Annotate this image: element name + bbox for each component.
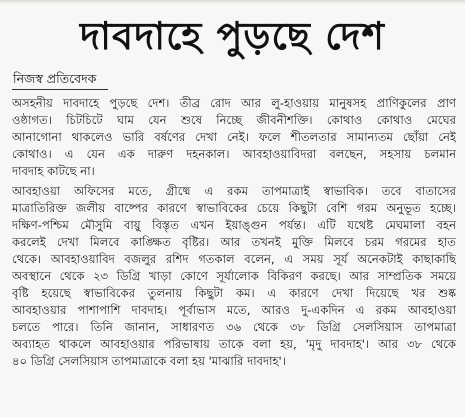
article-headline: দাবদাহে পুড়ছে দেশ xyxy=(80,13,385,58)
text-line: কোথাও। এ যেন এক দারুণ দহনকাল। আবহাওয়াবিদরা বলছেন, সহসায় চলমান xyxy=(12,147,456,161)
text-line: আবহাওয়ার পাশাপাশি দাবদাহ। পূর্বাভাস মতে, আরও দু-একদিন এ রকম আবহাওয়া xyxy=(12,303,456,317)
article-paragraph-2 xyxy=(12,183,456,370)
clipping-top-edge xyxy=(0,0,465,4)
text-line: করলেই দেখা মিলবে কাঙ্ক্ষিত বৃষ্টির। আর তখনই মুক্তি মিলবে চরম গরমের হাত xyxy=(12,235,456,249)
text-line: মাত্রাতিরিক্ত জলীয় বাষ্পের কারণে স্বাভাবিকের চেয়ে কিছুটা বেশি গরম অনুভূত হচ্ছে। xyxy=(12,201,456,215)
text-line: অসহনীয় দাবদাহে পুড়ছে দেশ। তীব্র রোদ আর লু-হাওয়ায় মানুষসহ প্রাণিকুলের প্রাণ xyxy=(12,96,456,110)
article-paragraph-1 xyxy=(12,95,456,180)
text-line: আবহাওয়া অফিসের মতে, গ্রীষ্মে এ রকম তাপমাত্রাই স্বাভাবিক। তবে বাতাসের xyxy=(12,184,456,198)
text-line: আনাগোনা থাকলেও ভারি বর্ষণের দেখা নেই। ফলে শীতলতার সামান্যতম ছোঁয়া নেই xyxy=(12,130,456,144)
article-body xyxy=(12,95,456,370)
text-line: ৪০ ডিগ্রি সেলসিয়াস তাপমাত্রাকে বলা হয় 'মাঝারি দাবদাহ'। xyxy=(12,354,286,368)
text-line: দক্ষিণ-পশ্চিম মৌসুমি বায়ু বিস্তৃত এখন ইয়াঙ্গুন পর্যন্ত। এটি যথেষ্ট মেঘমালা বহন xyxy=(12,218,456,232)
text-line: বৃষ্টি হয়েছে স্বাভাবিকের তুলনায় কিছুটা কম। এ কারণে দেখা দিয়েছে খর শুষ্ক xyxy=(12,286,456,300)
byline-underline xyxy=(12,89,108,90)
text-line: দাবদাহ কাটছে না। xyxy=(12,164,95,178)
text-line: অবস্থানে থেকে ২৩ ডিগ্রি খাড়া কোণে সূর্যালোক বিকিরণ করছে। আর সাম্প্রতিক সময়ে xyxy=(12,269,456,283)
text-line: চলতে পারে। তিনি জানান, সাধারণত ৩৬ থেকে ৩৮ ডিগ্রি সেলসিয়াস তাপমাত্রা xyxy=(12,320,456,334)
text-line: অব্যাহত থাকলে আবহাওয়ার পরিভাষায় তাকে বলা হয়, 'মৃদু দাবদাহ'। আর ৩৮ থেকে xyxy=(12,337,456,351)
text-line: থেকে। আবহাওয়াবিদ বজলুর রশিদ গতকাল বলেন, এ সময় সূর্য অনেকটাই কাছাকাছি xyxy=(12,252,456,266)
article-byline: নিজস্ব প্রতিবেদক xyxy=(13,71,97,86)
text-line: ওষ্ঠাগত। চিটচিটে ঘাম যেন শুষে নিচ্ছে জীবনীশক্তি। কোথাও কোথাও মেঘের xyxy=(12,113,456,127)
